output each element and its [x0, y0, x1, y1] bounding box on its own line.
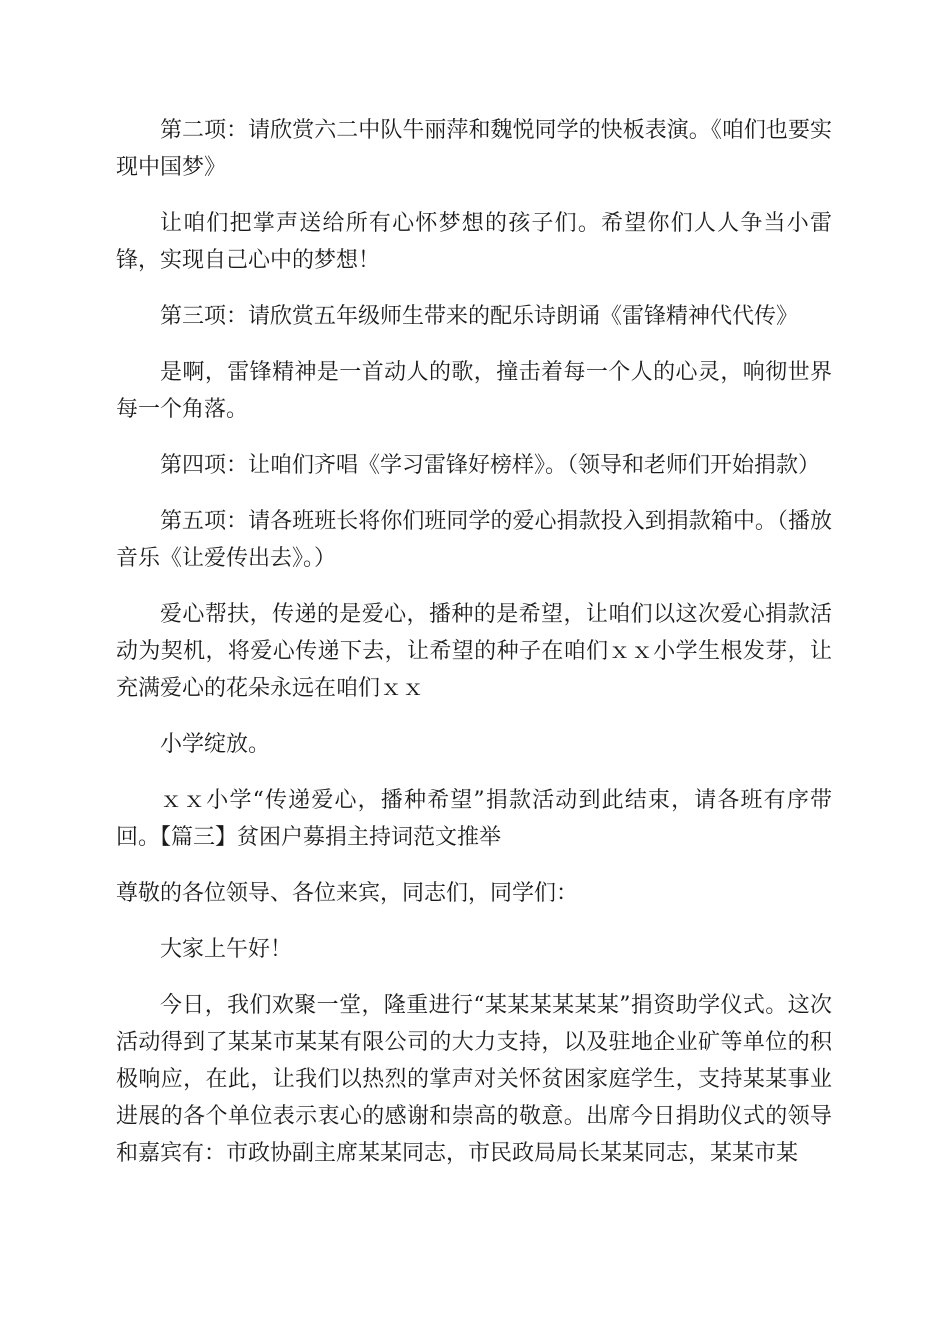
paragraph-lei-feng-spirit: 是啊，雷锋精神是一首动人的歌，撞击着每一个人的心灵，响彻世界每一个角落。: [116, 360, 832, 422]
paragraph-item-2: 第二项：请欣赏六二中队牛丽萍和魏悦同学的快板表演。《咱们也要实现中国梦》: [116, 118, 832, 180]
paragraph-school-bloom: 小学绽放。: [160, 732, 271, 757]
paragraph-closing: ｘｘ小学“传递爱心，播种希望”捐款活动到此结束，请各班有序带回。【篇三】贫困户募捐主持词范文推举: [116, 788, 832, 850]
paragraph-ceremony-intro: 今日，我们欢聚一堂，隆重进行“某某某某某某”捐资助学仪式。这次活动得到了某某市某某有限公司的大力支持，以及驻地企业矿等单位的积极响应，在此，让我们以热烈的掌声对关怀贫困家庭学生，支持某某事业进展的各个单位表示衷心的感谢和崇高的敬意。出席今日捐助仪式的领导和嘉宾有：市政协副主席某某同志，市民政局局长某某同志，某某市某: [116, 993, 832, 1166]
paragraph-item-5: 第五项：请各班班长将你们班同学的爱心捐款投入到捐款箱中。（播放音乐《让爱传出去》。）: [116, 509, 832, 571]
document-body: [116, 112, 832, 1191]
paragraph-greeting-addressees: 尊敬的各位领导、各位来宾，同志们，同学们：: [116, 881, 579, 906]
paragraph-item-3: 第三项：请欣赏五年级师生带来的配乐诗朗诵《雷锋精神代代传》: [160, 304, 799, 329]
paragraph-item-4: 第四项：让咱们齐唱《学习雷锋好榜样》。（领导和老师们开始捐款）: [160, 453, 821, 478]
paragraph-love-help: 爱心帮扶，传递的是爱心，播种的是希望，让咱们以这次爱心捐款活动为契机，将爱心传递下去，让希望的种子在咱们ｘｘ小学生根发芽，让充满爱心的花朵永远在咱们ｘｘ: [116, 602, 832, 701]
paragraph-good-morning: 大家上午好！: [160, 937, 293, 962]
paragraph-applause: 让咱们把掌声送给所有心怀梦想的孩子们。希望你们人人争当小雷锋，实现自己心中的梦想！: [116, 211, 832, 273]
